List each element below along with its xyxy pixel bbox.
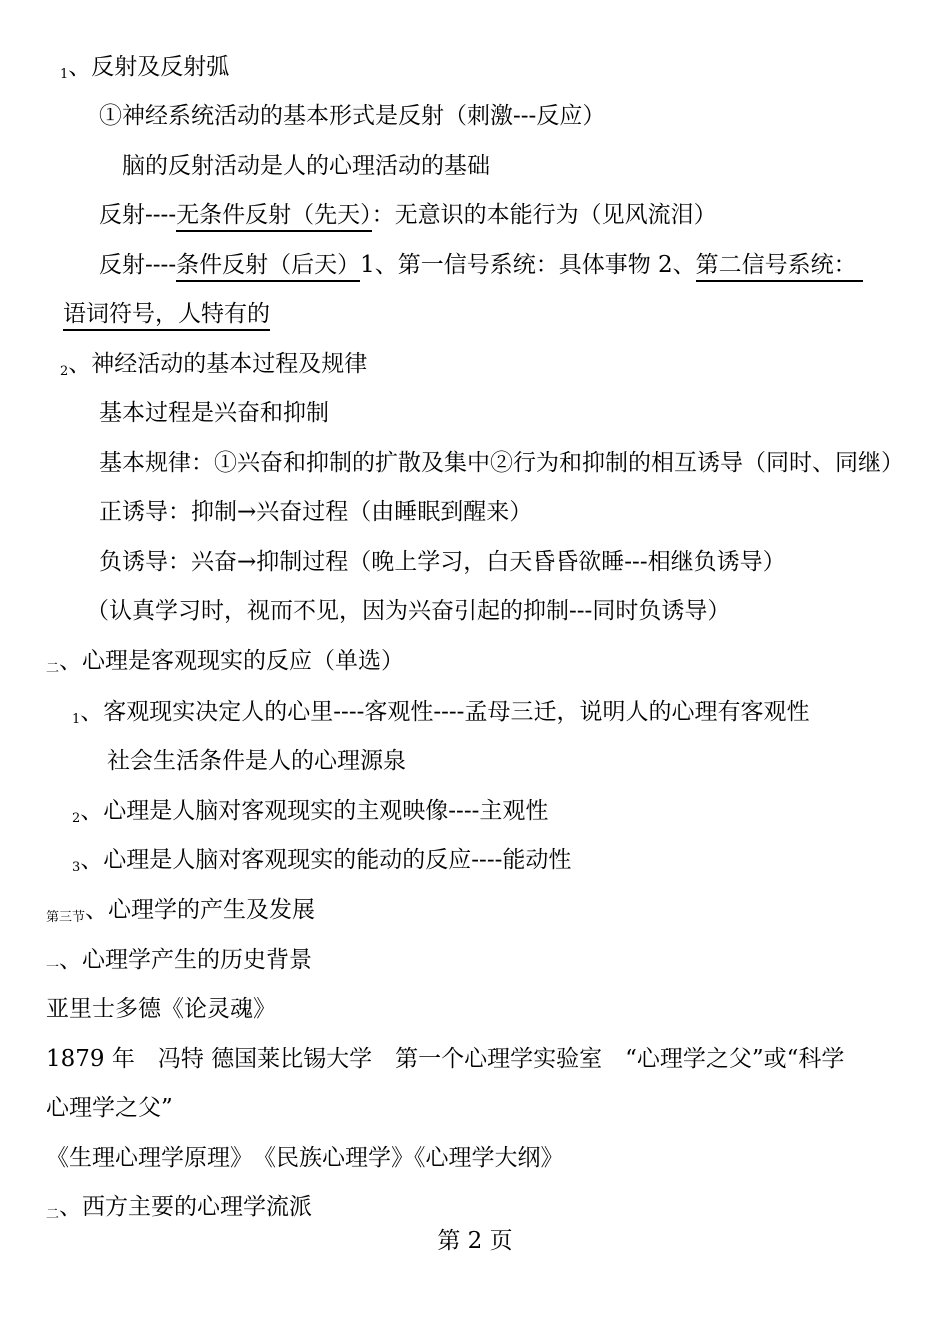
heading-text: 、心理学的产生及发展 xyxy=(85,897,316,923)
item-text: 、心理是人脑对客观现实的主观映像----主观性 xyxy=(80,798,549,824)
heading-reflex xyxy=(60,52,229,90)
paragraph-line: 社会生活条件是人的心理源泉 xyxy=(107,748,406,774)
text-span: 1、第一信号系统：具体事物 2、 xyxy=(360,252,696,278)
paragraph-line: 《生理心理学原理》 《民族心理学》《心理学大纲》 xyxy=(46,1145,564,1171)
paragraph-line: 亚里士多德《论灵魂》 xyxy=(46,996,276,1022)
paragraph-line xyxy=(63,299,270,329)
underlined-text: 无条件反射（先天） xyxy=(176,202,372,232)
heading-text: 、心理学产生的历史背景 xyxy=(59,947,313,973)
paragraph-line: 脑的反射活动是人的心理活动的基础 xyxy=(122,153,490,179)
text-span: ：无意识的本能行为（见风流泪） xyxy=(371,202,717,228)
heading-history xyxy=(46,945,312,983)
paragraph-line: （认真学习时，视而不见，因为兴奋引起的抑制---同时负诱导） xyxy=(86,598,731,624)
item-text: 、客观现实决定人的心里----客观性----孟母三迁，说明人的心理有客观性 xyxy=(80,699,810,725)
list-item xyxy=(72,697,809,735)
heading-number: 一 xyxy=(46,960,60,975)
heading-number: 二 xyxy=(46,661,60,676)
text-span: 反射---- xyxy=(99,252,177,278)
item-number: 1 xyxy=(72,712,81,727)
text-span: 反射---- xyxy=(99,202,177,228)
paragraph-line: ①神经系统活动的基本形式是反射（刺激---反应） xyxy=(99,103,606,129)
heading-number: 1 xyxy=(60,67,69,82)
heading-text: 、反射及反射弧 xyxy=(68,54,230,80)
paragraph-line xyxy=(99,200,717,230)
paragraph-line: 1879 年 冯特 德国莱比锡大学 第一个心理学实验室 “心理学之父”或“科学 xyxy=(46,1046,845,1072)
paragraph-line: 基本规律：①兴奋和抑制的扩散及集中②行为和抑制的相互诱导（同时、同继） xyxy=(99,450,904,476)
heading-text: 、西方主要的心理学流派 xyxy=(59,1194,313,1220)
paragraph-line: 基本过程是兴奋和抑制 xyxy=(99,400,329,426)
underlined-text: 条件反射（后天） xyxy=(176,252,360,282)
paragraph-line: 心理学之父” xyxy=(46,1095,173,1121)
heading-text: 、心理是客观现实的反应（单选） xyxy=(59,648,405,674)
underlined-text: 语词符号，人特有的 xyxy=(63,301,270,331)
heading-nerve-activity xyxy=(60,349,367,387)
paragraph-line xyxy=(99,250,863,280)
section-heading xyxy=(46,895,315,933)
heading-western-schools xyxy=(46,1192,312,1230)
heading-number: 二 xyxy=(46,1207,60,1222)
underlined-text: 第二信号系统： xyxy=(696,252,863,282)
item-number: 2 xyxy=(72,811,81,826)
paragraph-line: 负诱导：兴奋→抑制过程（晚上学习，白天昏昏欲睡---相继负诱导） xyxy=(99,549,786,575)
section-number: 第三节 xyxy=(46,910,86,925)
list-item xyxy=(72,845,571,883)
list-item xyxy=(72,796,548,834)
heading-psychology-reflection xyxy=(46,646,404,684)
item-number: 3 xyxy=(72,860,81,875)
heading-text: 、神经活动的基本过程及规律 xyxy=(68,351,368,377)
paragraph-line: 正诱导：抑制→兴奋过程（由睡眠到醒来） xyxy=(99,499,533,525)
heading-number: 2 xyxy=(60,364,69,379)
item-text: 、心理是人脑对客观现实的能动的反应----能动性 xyxy=(80,847,572,873)
page-number: 第 2 页 xyxy=(437,1228,513,1254)
